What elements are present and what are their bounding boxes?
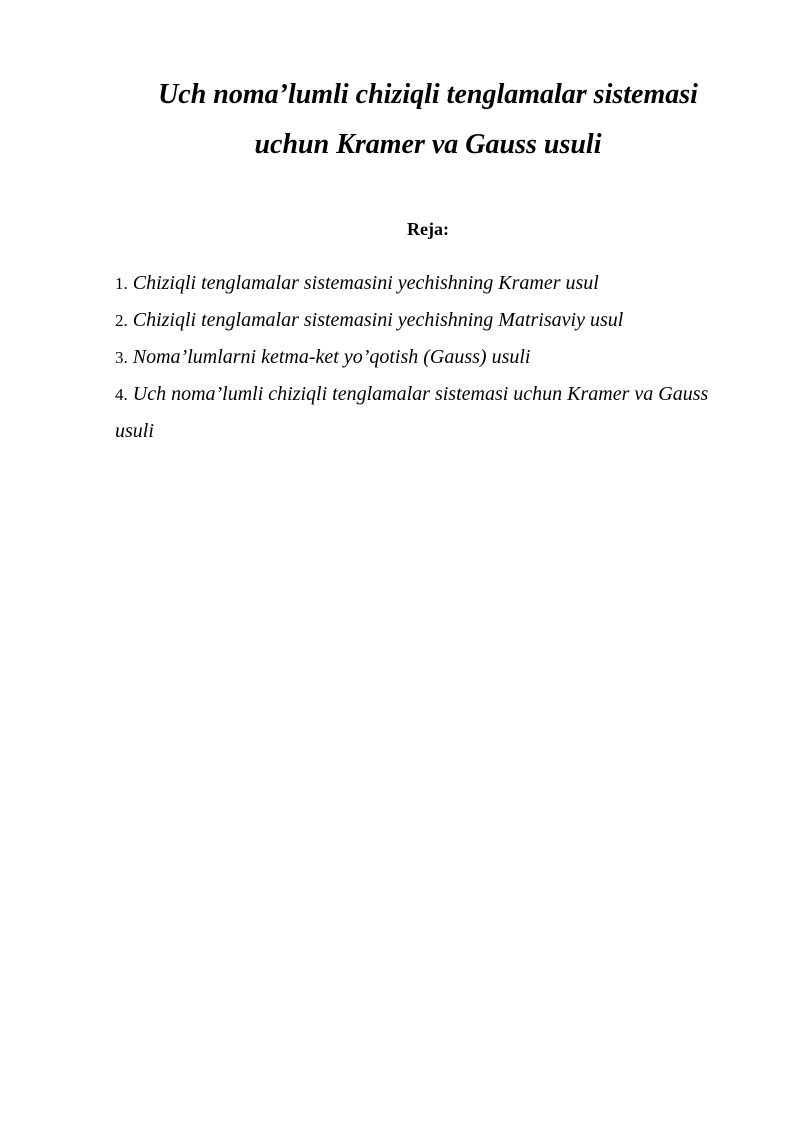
plan-item-number: 2. [115,311,128,330]
plan-item-text: Uch noma’lumli chiziqli tenglamalar sistemasi uchun Kramer va Gauss usuli [115,383,709,442]
title-line-2: uchun Kramer va Gauss usuli [254,129,602,160]
plan-item-text: Noma’lumlarni ketma-ket yo’qotish (Gauss) usuli [132,346,531,368]
plan-heading: Reja: [407,219,449,239]
plan-item-number: 3. [115,348,128,367]
plan-item-2 [115,302,715,339]
plan-item-text: Chiziqli tenglamalar sistemasini yechishning Matrisaviy usul [132,309,624,331]
plan-item-1 [115,265,715,302]
plan-item-4 [115,376,715,450]
plan-list [115,265,715,450]
plan-item-number: 1. [115,274,128,293]
plan-item-3 [115,339,715,376]
plan-item-text: Chiziqli tenglamalar sistemasini yechishning Kramer usul [132,272,599,294]
plan-item-number: 4. [115,385,128,404]
title-line-1: Uch noma’lumli chiziqli tenglamalar sistemasi [158,79,698,110]
